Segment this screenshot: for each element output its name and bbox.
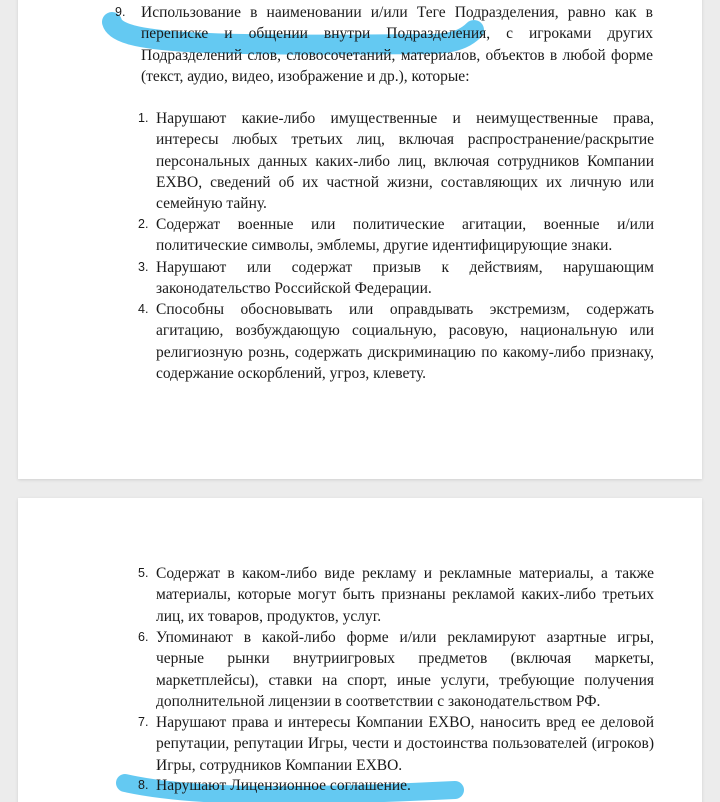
item-text: Нарушают права и интересы Компании EXBO, наносить вред ее деловой репутации, репутации Игры, чести и достоинства пользователей (игроков) Игры, сотрудников Компании EXBO. — [156, 714, 654, 774]
item-number: 9. — [115, 5, 126, 19]
list-item-9 — [115, 2, 653, 87]
item-text: Нарушают какие-либо имущественные и неимущественные права, интересы любых третьих лиц, включая распространение/раскрытие персональных данных каких-либо лиц, включая сотрудников Компании EXBO, сведений об их частной жизни, составляющих их личную или семейную тайну. — [156, 110, 654, 213]
item-number: 2. — [138, 217, 149, 231]
item-number: 7. — [138, 715, 149, 729]
list-item-1 — [138, 108, 654, 214]
item-text: Нарушают или содержат призыв к действиям, нарушающим законодательство Российской Федерации. — [156, 259, 654, 298]
item-number: 3. — [138, 260, 149, 274]
list-item-4 — [138, 299, 654, 384]
list-item-7 — [138, 712, 654, 776]
list-item-8 — [138, 775, 654, 796]
item-number: 6. — [138, 630, 149, 644]
item-text: Содержат в каком-либо виде рекламу и рекламные материалы, а также материалы, которые могут быть признаны рекламой каких-либо третьих лиц, их товаров, продуктов, услуг. — [156, 565, 654, 625]
item-number: 5. — [138, 566, 149, 580]
item-text: Использование в наименовании и/или Теге Подразделения, равно как в переписке и общении внутри Подразделения, с игроками других Подразделений слов, словосочетаний, материалов, объектов в любой форме (текст, аудио, видео, изображение и др.), которые: — [141, 4, 653, 85]
item-number: 4. — [138, 302, 149, 316]
list-item-6 — [138, 627, 654, 712]
item-text: Нарушают Лицензионное соглашение. — [156, 777, 411, 794]
list-item-3 — [138, 257, 654, 300]
list-item-2 — [138, 214, 654, 257]
list-item-5 — [138, 563, 654, 627]
item-text: Способны обосновывать или оправдывать экстремизм, содержать агитацию, возбуждающую социальную, расовую, национальную или религиозную рознь, содержать дискриминацию по какому-либо признаку, содержание оскорблений, угроз, клевету. — [156, 301, 654, 382]
item-text: Содержат военные или политические агитации, военные и/или политические символы, эмблемы, другие идентифицирующие знаки. — [156, 216, 654, 255]
item-number: 1. — [138, 111, 149, 125]
item-number: 8. — [138, 778, 149, 792]
item-text: Упоминают в какой-либо форме и/или рекламируют азартные игры, черные рынки внутриигровых предметов (включая маркеты, маркетплейсы), ставки на спорт, иные услуги, требующие получения дополнительной лицензии в соответствии с законодательством РФ. — [156, 629, 654, 710]
